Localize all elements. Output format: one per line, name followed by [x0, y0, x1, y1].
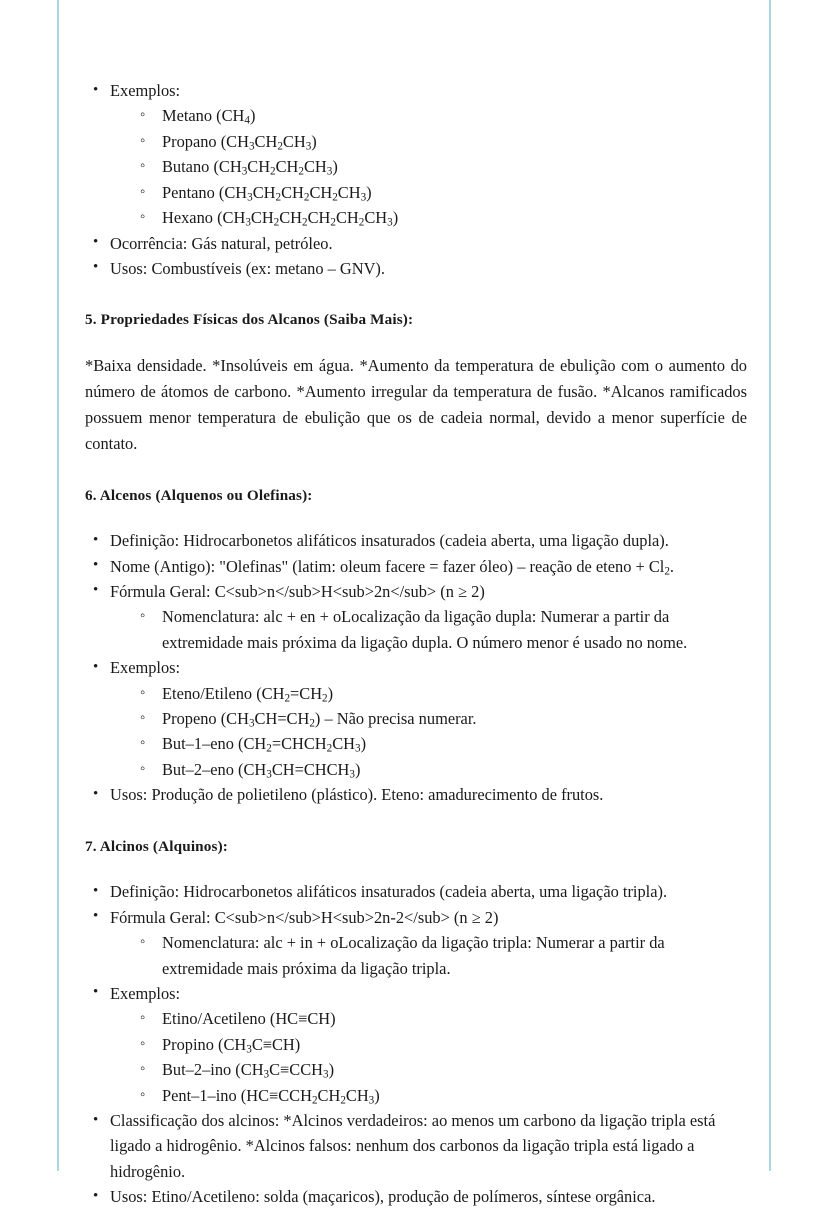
list-item: [85, 655, 747, 782]
list-item: [85, 1108, 747, 1184]
alcenos-formula-geral: • Fórmula Geral: C<sub>n</sub>H<sub>2n</sub> (n ≥ 2): [110, 581, 485, 601]
list-item: [132, 129, 747, 154]
list-item: [85, 78, 747, 231]
list-item: [132, 180, 747, 205]
alcanos-exemplos-sublist: [110, 103, 747, 230]
section-5-heading: 5. Propriedades Físicas dos Alcanos (Saiba Mais):: [85, 311, 414, 329]
list-item: [132, 706, 747, 731]
list-item: [132, 103, 747, 128]
alcano-butano: Butano $(CH_3CH_2CH_2CH_3)$: [162, 157, 338, 178]
list-item: [132, 1057, 747, 1082]
alcanos-ocorrencia: • Ocorrência: Gás natural, petróleo.: [110, 233, 333, 253]
page-rule-left: [57, 0, 59, 1171]
list-item: [132, 1083, 747, 1108]
alcinos-exemplos-label: • Exemplos:: [110, 983, 181, 1003]
alcano-metano: Metano $(CH_4)$: [162, 106, 256, 127]
list-item: [85, 256, 747, 281]
alcino-etino: Etino/Acetileno (HC≡CH): [162, 1009, 336, 1029]
list-item: [132, 731, 747, 756]
list-item: [132, 604, 747, 655]
list-item: [132, 1006, 747, 1031]
alceno-eteno: Eteno/Etileno $(CH_2=CH_2)$: [162, 683, 334, 705]
alcino-but-2-ino: But–2–ino $(CH_3C\equiv CCH_3)$: [162, 1060, 335, 1081]
section-6-heading: 6. Alcenos (Alquenos ou Olefinas):: [85, 486, 313, 504]
alcenos-list: [85, 528, 747, 808]
alcinos-usos: • Usos: Etino/Acetileno: solda (maçaricos), produção de polímeros, síntese orgânica.: [110, 1187, 656, 1207]
list-item: [85, 981, 747, 1108]
alcinos-formula-geral: • Fórmula Geral: C<sub>n</sub>H<sub>2n-2</sub> (n ≥ 2): [110, 907, 499, 927]
alcinos-list: [85, 879, 747, 1209]
list-item: [85, 879, 747, 904]
section-5-paragraph: *Baixa densidade. *Insolúveis em água. *Aumento da temperatura de ebulição com o aumento do número de átomos de carbono. *Aumento irregular da temperatura de fusão. *Alcanos ramificados possuem menor temperatura de ebulição que os de cadeia normal, devido a menor superfície de contato.: [85, 355, 747, 453]
alcinos-nomenclatura-sublist: [110, 930, 747, 981]
alcinos-exemplos-sublist: [110, 1006, 747, 1108]
list-item: [132, 205, 747, 230]
alcano-hexano: Hexano $(CH_3CH_2CH_2CH_2CH_2CH_3)$: [162, 208, 399, 229]
alcanos-exemplos-label: • Exemplos:: [110, 81, 181, 100]
list-item: [85, 231, 747, 256]
alcenos-exemplos-label: • Exemplos:: [110, 658, 181, 678]
alcinos-nomenclatura: Nomenclatura: alc + in + oLocalização da ligação tripla: Numerar a partir da extremidade mais próxima da ligação tripla.: [162, 933, 665, 978]
alcanos-usos: • Usos: Combustíveis (ex: metano – GNV).: [110, 258, 385, 278]
list-item: [85, 782, 747, 807]
alcanos-list: [85, 78, 747, 281]
alcino-propino: Propino $(CH_3C\equiv CH)$: [162, 1034, 301, 1056]
list-item: [85, 528, 747, 553]
alcenos-nomenclatura: Nomenclatura: alc + en + oLocalização da ligação dupla: Numerar a partir da extremidade mais próxima da ligação dupla. O número menor é usado no nome.: [162, 607, 688, 652]
alcano-pentano: Pentano $(CH_3CH_2CH_2CH_2CH_3)$: [162, 182, 372, 204]
alcino-pent-1-ino: Pent–1–ino $(HC\equiv CCH_2CH_2CH_3)$: [162, 1085, 380, 1107]
list-item: [85, 554, 747, 579]
alcinos-classificacao: • Classificação dos alcinos: *Alcinos verdadeiros: ao menos um carbono da ligação tripla está ligado a hidrogênio. *Alcinos falsos: nenhum dos carbonos da ligação tripla está ligado a hidrogênio.: [110, 1111, 716, 1181]
alcano-propano: Propano $(CH_3CH_2CH_3)$: [162, 131, 317, 153]
list-item: [85, 905, 747, 981]
alcenos-nome-antigo: • Nome (Antigo): "Olefinas" (latim: oleum facere = fazer óleo) – reação de eteno + $Cl_2$.: [110, 556, 675, 578]
list-item: [132, 154, 747, 179]
alceno-but-2-eno: But–2–eno $(CH_3CH=CHCH_3)$: [162, 759, 361, 781]
alceno-propeno: Propeno $(CH_3CH=CH_2)$ – Não precisa numerar.: [162, 709, 477, 730]
alcenos-nomenclatura-sublist: [110, 604, 747, 655]
list-item: [132, 757, 747, 782]
list-item: [85, 579, 747, 655]
list-item: [132, 1032, 747, 1057]
alcenos-exemplos-sublist: [110, 681, 747, 783]
alceno-but-1-eno: But–1–eno $(CH_2=CHCH_2CH_3)$: [162, 734, 367, 756]
alcinos-definicao: • Definição: Hidrocarbonetos alifáticos insaturados (cadeia aberta, uma ligação tripla).: [110, 882, 668, 902]
alcenos-usos: • Usos: Produção de polietileno (plástico). Eteno: amadurecimento de frutos.: [110, 785, 604, 805]
list-item: [132, 681, 747, 706]
document-page: [85, 0, 747, 1207]
list-item: [85, 1184, 747, 1209]
list-item: [132, 930, 747, 981]
page-rule-right: [769, 0, 771, 1171]
alcenos-definicao: • Definição: Hidrocarbonetos alifáticos insaturados (cadeia aberta, uma ligação dupla).: [110, 531, 669, 551]
section-7-heading: 7. Alcinos (Alquinos):: [85, 837, 229, 855]
